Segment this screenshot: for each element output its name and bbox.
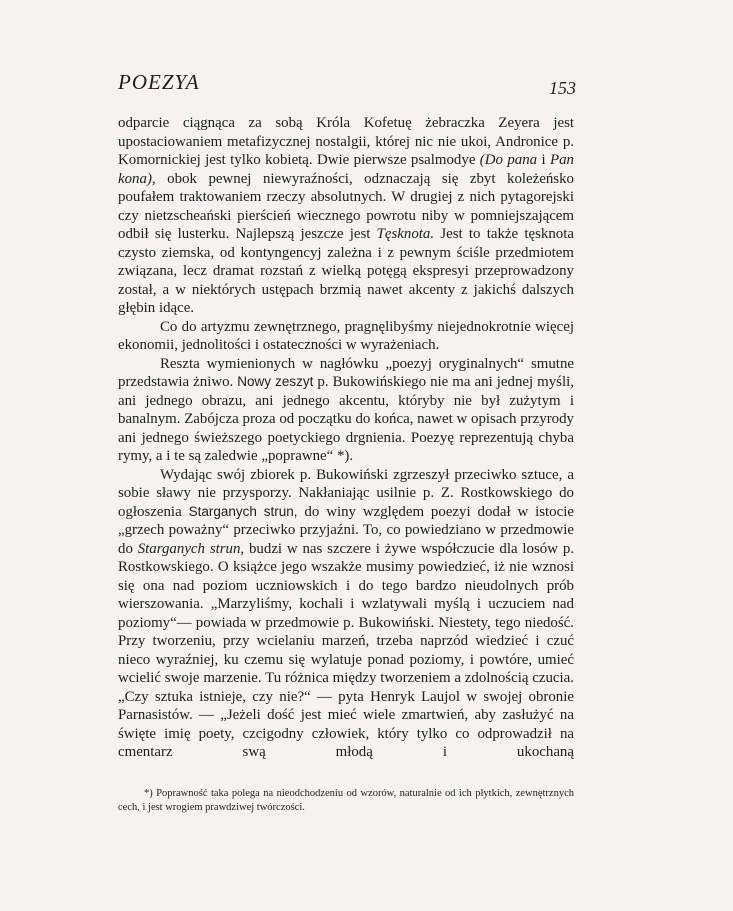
footnote (118, 787, 574, 815)
page-header (118, 70, 576, 100)
footnote-marker: *) (144, 788, 153, 799)
text-run: Reszta wymienionych w nagłówku „poezyj oryginalnych“ smutne przedstawia żniwo. (118, 355, 574, 390)
text-run: do winy względem poezyi dodał w istocie „grzech poważny“ przeciwko przyjaźni. To, co powiedziano w przedmowie do (118, 503, 574, 557)
spaced-title: Nowy zeszyt (237, 374, 314, 389)
page-number: 153 (549, 78, 576, 98)
paragraph (118, 466, 574, 762)
text-run: Wydając swój zbiorek p. Bukowiński zgrzeszył przeciwko sztuce, a sobie sławy nie przysporzy. Nakłaniając usilnie p. Z. Rostkowskiego do ogłoszenia (118, 466, 574, 520)
text-run: p. Bukowińskiego nie ma ani jednej myśli, ani jednego obrazu, ani jednego akcentu, któryby nie był zużytym i banalnym. Zabójcza proza od początku do końca, nawet w opisach przyrody ani jednego świeższego poetyckiego drgnienia. Poezyę reprezentują chyba rymy, a i te są zaledwie „poprawne“ *). (118, 374, 574, 464)
text-run: budzi w nas szczere i żywe współczucie dla losów p. Rostkowskiego. O książce jego wszakże musimy powiedzieć, iż nie wznosi się ona nad poziom uczniowskich i do tego bardzo nieudolnych prób wierszowania. „Marzyliśmy, kochali i wzlatywali myślą i uczuciem nad poziomy“— powiada w przedmowie p. Bukowiński. Niestety, tego niedość. Przy tworzeniu, przy wcielaniu marzeń, trzeba naprzód wiedzieć i czuć nieco wyraźniej, ku czemu się wylatuje ponad poziomy, i powtóre, umieć wcielić swoje marzenie. Tu różnica między tworzeniem a zdolnością czucia. „Czy sztuka istnieje, czy nie?“ — pyta Henryk Laujol w swojej obronie Parnasistów. — „Jeżeli dość jest mieć wiele zmartwień, aby zasłużyć na święte imię poety, czcigodny człowiek, który tylko co odprowadził na cmentarz swą młodą i ukochaną (118, 540, 574, 760)
footnote-text: Poprawność taka polega na nieodchodzeniu od wzorów, naturalnie od ich płytkich, zewnętrznych cech, i jest wrogiem prawdziwej twórczości. (118, 788, 574, 813)
paragraph (118, 355, 574, 466)
italic-title: Starganych strun, (137, 540, 245, 557)
paragraph (118, 318, 574, 355)
text-run: Jest to także tęsknota czysto ziemska, od kontyngencyj zależna i z pewnym ściśle przedmiotem związana, lecz dramat rozstań z wielką potęgą ekspresyi przeprowadzony został, a w niektórych ustępach brzmią nawet akcenty z jakichś dalszych głębin idące. (118, 226, 574, 316)
italic-title: Pan kona), (118, 152, 574, 187)
italic-title: (Do pana (479, 152, 538, 168)
running-title: POEZYA (118, 70, 200, 94)
text-run: obok pewnej niewyraźności, odznaczają się zbyt koleżeńsko poufałem traktowaniem rzeczy absolutnych. W drugiej z nich pytagorejski czy nietzscheański pierścień wiecznego powrotu niby w pomniejszającem odbił się lusterku. Najlepszą jeszcze jest (118, 170, 574, 242)
paragraph (118, 114, 574, 318)
spaced-title: Starganych strun, (188, 503, 298, 519)
text-run: i (537, 152, 550, 168)
body-text (118, 114, 574, 762)
text-run: odparcie ciągnąca za sobą Króla Kofetuę żebraczka Zeyera jest upostaciowaniem metafizycznej nostalgii, której nic nie ukoi, Andronice p. Komornickiej jest tylko kobietą. Dwie pierwsze psalmodye (118, 115, 574, 168)
text-run: Co do artyzmu zewnętrznego, pragnęlibyśmy niejednokrotnie więcej ekonomii, jednolitości i ostateczności w wyrażeniach. (118, 318, 574, 353)
italic-title: Tęsknota. (376, 226, 435, 242)
